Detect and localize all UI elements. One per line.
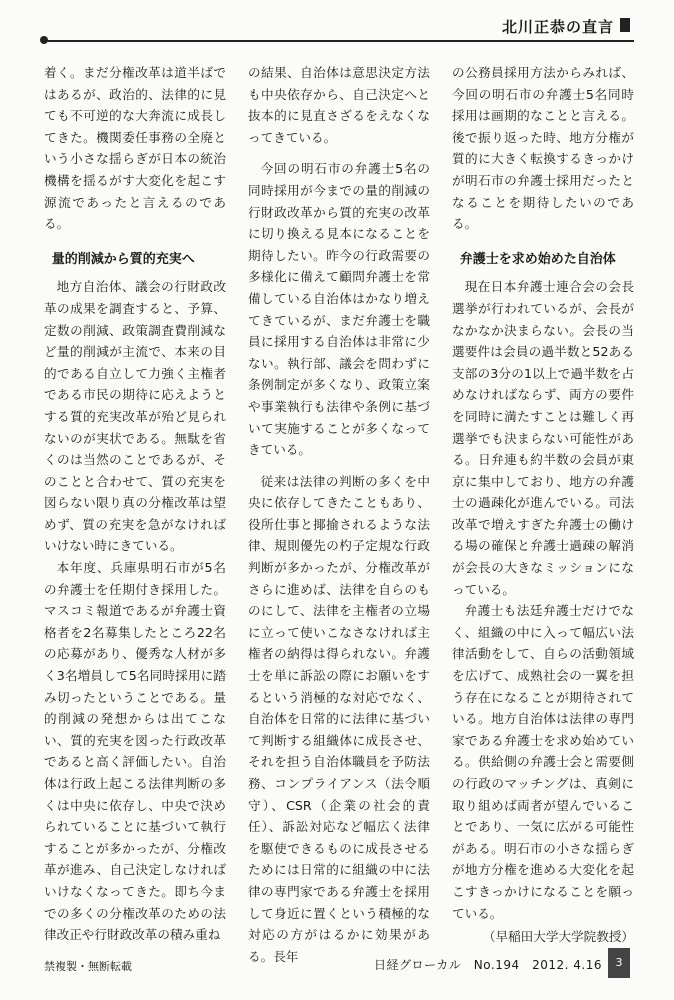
publication-info: 日経グローカル No.194 2012. 4.16 xyxy=(374,958,602,972)
column-1 xyxy=(44,62,226,946)
author-byline: （早稲田大学大学院教授） xyxy=(482,929,634,945)
copyright-notice: 禁複製・無断転載 xyxy=(44,960,132,973)
series-title: 北川正恭の直言 xyxy=(501,18,614,36)
section-heading: 量的削減から質的充実へ xyxy=(51,251,195,267)
header-rule xyxy=(42,40,634,42)
paragraph: の結果、自治体は意思決定方法も中央依存から、自己決定へと抜本的に見直さざるをえなくなってきている。 xyxy=(248,65,430,145)
paragraph: 弁護士も法廷弁護士だけでなく、組織の中に入って幅広い法律活動をして、自らの活動領域を広げて、成熟社会の一翼を担う存在になることが期待されている。地方自治体は法律の専門家である弁護士を求め始めている。供給側の弁護士会と需要側の行政のマッチングは、真剣に取り組めば両者が望んでいることであり、一気に広がる可能性がある。明石市の小さな揺らぎが地方分権を進める大変化を起こすきっかけになることを願っている。 xyxy=(452,603,634,921)
article-body xyxy=(44,62,634,964)
column-3 xyxy=(452,62,634,948)
paragraph: 着く。まだ分権改革は道半ばではあるが、政治的、法律的に見ても不可逆的な大奔流に成長してきた。機関委任事務の全廃という小さな揺らぎが日本の統治機構を揺るがす大変化を起こす源流であったと言えるのである。 xyxy=(44,65,226,232)
header-mark-icon xyxy=(620,18,630,32)
paragraph: 地方自治体、議会の行財政改革の成果を調査すると、予算、定数の削減、政策調査費削減など量的削減が主流で、本来の目的である自立して力強く主権者である市民の期待に応えようとする質的充実改革が殆ど見られないのが実状である。無駄を省くのは当然のことであるが、そのことと合わせて、質の充実を図らない限り真の分権改革は望めず、質の充実を急がなければいけない時にきている。 xyxy=(44,279,226,554)
column-2 xyxy=(248,62,430,967)
paragraph: 現在日本弁護士連合会の会長選挙が行われているが、会長がなかなか決まらない。会長の当選要件は会員の過半数と52ある支部の3分の1以上で過半数を占めなければならず、両方の要件を同時に満たすことは難しく再選挙でも決まらない可能性がある。日弁連も約半数の会員が東京に集中しており、地方の弁護士の過疎化が進んでいる。司法改革で増えすぎた弁護士の働ける場の確保と弁護士過疎の解消が会長の大きなミッションになっている。 xyxy=(452,279,634,597)
paragraph: 本年度、兵庫県明石市が5名の弁護士を任期付き採用した。マスコミ報道であるが弁護士資格者を2名募集したところ22名の応募があり、優秀な人材が多く3名増員して5名同時採用に踏み切ったということである。量的削減の発想からは出てこない、質的充実を図った行政改革であると高く評価したい。自治体は行政上起こる法律判断の多くは中央に依存し、中央で決められていることに基づいて執行することが多かったが、分権改革が進み、自己決定しなければいけなくなってきた。即ち今までの多くの分権改革のための法律改正や行財政改革の積み重ね xyxy=(44,560,226,943)
page-number: 3 xyxy=(608,948,630,978)
paragraph: の公務員採用方法からみれば、今回の明石市の弁護士5名同時採用は画期的なことと言える。後で振り返った時、地方分権が質的に大きく転換するきっかけが明石市の弁護士採用だったとなることを期待したいのである。 xyxy=(452,65,634,232)
paragraph: 従来は法律の判断の多くを中央に依存してきたこともあり、役所仕事と揶揄されるような法律、規則優先の杓子定規な行政判断が多かったが、分権改革がさらに進めば、法律を自らのものにして、法律を主権者の立場に立って使いこなさなければ主権者の納得は得られない。弁護士を単に訴訟の際にお願いをするという消極的な対応でなく、自治体を日常的に法律に基づいて判断する組織体に成長させ、それを担う自治体職員を予防法務、コンプライアンス（法令順守）、CSR（企業の社会的責任）、訴訟対応など幅広く法律を駆使できるものに成長させるためには日常的に組織の中に法律の専門家である弁護士を採用して身近に置くという積極的な対応の方がはるかに効果がある。長年 xyxy=(248,473,430,964)
section-heading: 弁護士を求め始めた自治体 xyxy=(459,251,616,267)
paragraph: 今回の明石市の弁護士5名の同時採用が今までの量的削減の行財政改革から質的充実の改革に切り換える見本になることを期待したい。昨今の行政需要の多様化に備えて顧問弁護士を常備している自治体はかなり増えてきているが、まだ弁護士を職員に採用する自治体は非常に少ない。執行部、議会を問わずに条例制定が多くなり、政策立案や事業執行も法律や条例に基づいて実施することが多くなってきている。 xyxy=(248,161,430,458)
